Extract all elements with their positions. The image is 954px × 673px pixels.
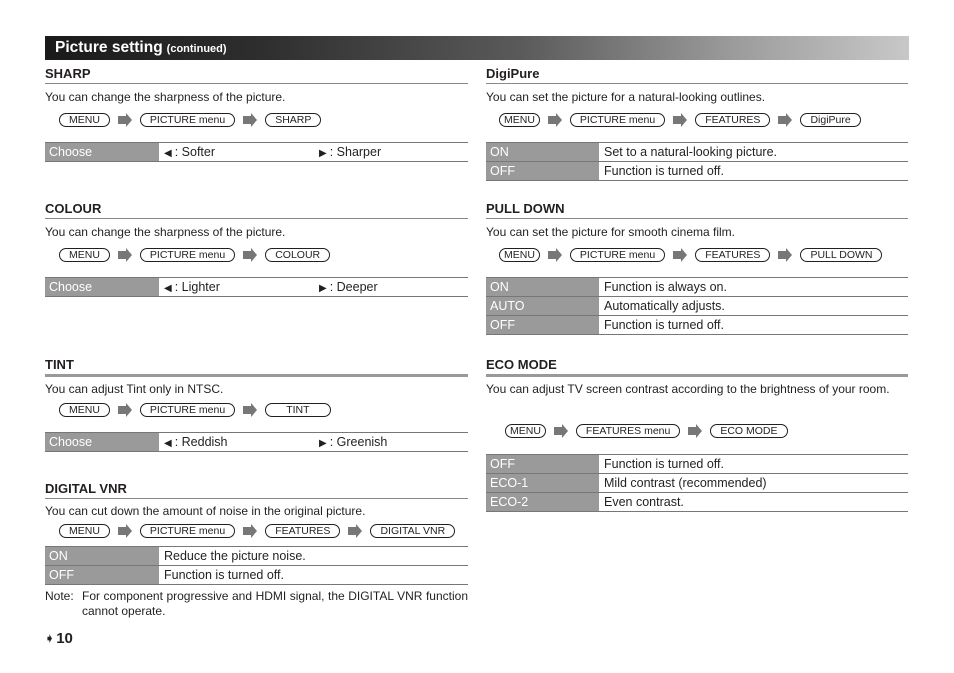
menu-path-step: FEATURES: [265, 524, 340, 538]
digipure-options-table: [486, 142, 908, 181]
menu-path-step: FEATURES: [695, 113, 770, 127]
menu-path-step: PICTURE menu: [140, 113, 235, 127]
table-value-right: ▶ : Greenish: [319, 435, 388, 449]
colour-menu-path: [59, 248, 330, 262]
table-value-right: ▶ : Sharper: [319, 145, 382, 159]
menu-path-step: COLOUR: [265, 248, 330, 262]
arrow-right-icon: [117, 524, 133, 538]
table-row: [486, 316, 908, 335]
table-value: Function is turned off.: [604, 318, 724, 332]
table-value: Automatically adjusts.: [604, 299, 725, 313]
note-label: Note:: [45, 589, 74, 603]
triangle-right-icon: ▶: [319, 148, 327, 159]
digipure-section: [486, 66, 908, 105]
menu-path-step: PICTURE menu: [570, 248, 665, 262]
table-row: [486, 474, 908, 493]
table-value: Function is always on.: [604, 280, 727, 294]
arrow-right-icon: [242, 524, 258, 538]
page-number-value: 10: [56, 630, 73, 647]
table-row: [45, 433, 468, 452]
table-value: Even contrast.: [604, 495, 684, 509]
tint-options-table: [45, 432, 468, 452]
table-key: OFF: [45, 566, 160, 584]
arrow-right-icon: [117, 248, 133, 262]
menu-path-step: SHARP: [265, 113, 321, 127]
sharp-description: You can change the sharpness of the picture.: [45, 90, 286, 104]
arrow-right-icon: [672, 113, 688, 127]
sharp-menu-path: [59, 113, 321, 127]
menu-path-step: TINT: [265, 403, 330, 417]
menu-path-step: FEATURES menu: [576, 424, 680, 438]
table-row: [486, 143, 908, 162]
menu-path-step: FEATURES: [695, 248, 770, 262]
page-arrow-icon: ➧: [45, 633, 55, 645]
sharp-title: SHARP: [45, 66, 468, 84]
pull-down-options-table: [486, 277, 908, 335]
digital-vnr-options-table: [45, 546, 468, 585]
eco-mode-options-table: [486, 454, 908, 512]
arrow-right-icon: [242, 113, 258, 127]
table-value-left: ◀ : Lighter: [164, 280, 220, 294]
table-row: [45, 143, 468, 162]
arrow-right-icon: [547, 248, 563, 262]
menu-path-step: MENU: [499, 248, 540, 262]
digital-vnr-note: [45, 589, 468, 619]
table-value: Mild contrast (recommended): [604, 476, 767, 490]
eco-mode-menu-path: [505, 424, 788, 438]
pull-down-menu-path: [499, 248, 882, 262]
digipure-menu-path: [499, 113, 861, 127]
menu-path-step: PULL DOWN: [800, 248, 882, 262]
table-key: AUTO: [486, 297, 600, 315]
table-key: OFF: [486, 316, 600, 334]
table-key: Choose: [45, 433, 160, 451]
table-value: Reduce the picture noise.: [164, 549, 306, 563]
table-value-left: ◀ : Softer: [164, 145, 215, 159]
arrow-right-icon: [553, 424, 569, 438]
arrow-right-icon: [117, 403, 133, 417]
table-row: [45, 547, 468, 566]
menu-path-step: MENU: [499, 113, 540, 127]
menu-path-step: MENU: [59, 403, 110, 417]
table-key: ECO-1: [486, 474, 600, 492]
table-row: [486, 493, 908, 512]
arrow-right-icon: [672, 248, 688, 262]
tint-title: TINT: [45, 357, 468, 377]
table-value: Set to a natural-looking picture.: [604, 145, 778, 159]
eco-mode-section: [486, 357, 908, 397]
tint-description: You can adjust Tint only in NTSC.: [45, 382, 224, 396]
menu-path-step: PICTURE menu: [140, 248, 235, 262]
pull-down-section: [486, 201, 908, 240]
table-row: [486, 297, 908, 316]
digipure-description: You can set the picture for a natural-looking outlines.: [486, 90, 766, 104]
page-subtitle: (continued): [166, 43, 227, 55]
page-number: [45, 630, 73, 647]
table-key: ON: [486, 143, 600, 161]
menu-path-step: DigiPure: [800, 113, 860, 127]
arrow-right-icon: [242, 248, 258, 262]
table-value: Function is turned off.: [164, 568, 284, 582]
table-row: [45, 566, 468, 585]
arrow-right-icon: [777, 248, 793, 262]
menu-path-step: DIGITAL VNR: [370, 524, 455, 538]
pull-down-description: You can set the picture for smooth cinema film.: [486, 225, 736, 239]
table-value-right: ▶ : Deeper: [319, 280, 378, 294]
triangle-right-icon: ▶: [319, 438, 327, 449]
menu-path-step: PICTURE menu: [140, 524, 235, 538]
arrow-right-icon: [547, 113, 563, 127]
table-row: [486, 278, 908, 297]
arrow-right-icon: [242, 403, 258, 417]
menu-path-step: ECO MODE: [710, 424, 787, 438]
table-key: ON: [486, 278, 600, 296]
digital-vnr-description: You can cut down the amount of noise in the original picture.: [45, 504, 366, 518]
page-header-banner: [45, 36, 909, 60]
eco-mode-description: You can adjust TV screen contrast according to the brightness of your room.: [486, 382, 890, 396]
menu-path-step: MENU: [59, 524, 110, 538]
colour-title: COLOUR: [45, 201, 468, 219]
digital-vnr-menu-path: [59, 524, 455, 538]
triangle-left-icon: ◀: [164, 438, 172, 449]
triangle-right-icon: ▶: [319, 283, 327, 294]
tint-menu-path: [59, 403, 331, 417]
colour-section: [45, 201, 468, 240]
sharp-section: [45, 66, 468, 105]
note-text: For component progressive and HDMI signal, the DIGITAL VNR function cannot operate.: [82, 589, 468, 618]
arrow-right-icon: [347, 524, 363, 538]
table-key: OFF: [486, 162, 600, 180]
colour-options-table: [45, 277, 468, 297]
menu-path-step: MENU: [59, 248, 110, 262]
table-row: [45, 278, 468, 297]
colour-description: You can change the sharpness of the picture.: [45, 225, 286, 239]
triangle-left-icon: ◀: [164, 148, 172, 159]
arrow-right-icon: [687, 424, 703, 438]
table-value: Function is turned off.: [604, 164, 724, 178]
digital-vnr-section: [45, 481, 468, 519]
table-key: Choose: [45, 278, 160, 296]
menu-path-step: PICTURE menu: [140, 403, 235, 417]
table-key: OFF: [486, 455, 600, 473]
digital-vnr-title: DIGITAL VNR: [45, 481, 468, 499]
table-row: [486, 162, 908, 181]
table-value: Function is turned off.: [604, 457, 724, 471]
table-value-left: ◀ : Reddish: [164, 435, 228, 449]
triangle-left-icon: ◀: [164, 283, 172, 294]
digipure-title: DigiPure: [486, 66, 908, 84]
sharp-options-table: [45, 142, 468, 162]
arrow-right-icon: [777, 113, 793, 127]
eco-mode-title: ECO MODE: [486, 357, 908, 377]
pull-down-title: PULL DOWN: [486, 201, 908, 219]
table-key: ON: [45, 547, 160, 565]
menu-path-step: PICTURE menu: [570, 113, 665, 127]
page-title: Picture setting (continued): [55, 39, 227, 56]
table-key: ECO-2: [486, 493, 600, 511]
tint-section: [45, 357, 468, 397]
table-key: Choose: [45, 143, 160, 161]
menu-path-step: MENU: [505, 424, 546, 438]
arrow-right-icon: [117, 113, 133, 127]
table-row: [486, 455, 908, 474]
menu-path-step: MENU: [59, 113, 110, 127]
